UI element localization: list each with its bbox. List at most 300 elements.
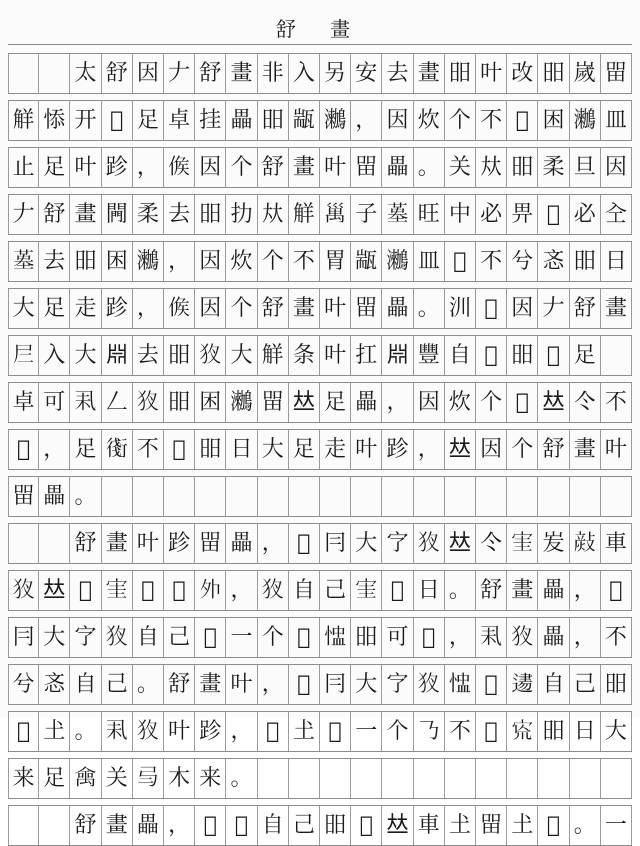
grid-cell: 𤝇 bbox=[258, 571, 289, 610]
grid-cell: 不 bbox=[133, 430, 164, 469]
grid-cell: 叶 bbox=[351, 430, 382, 469]
grid-cell: ， bbox=[164, 806, 195, 845]
grid-cell: 𡧩 bbox=[351, 571, 382, 610]
grid-cell bbox=[445, 759, 476, 798]
grid-row bbox=[8, 805, 632, 846]
grid-cell: 可 bbox=[382, 618, 413, 657]
grid-cell: 𠀤 bbox=[538, 383, 569, 422]
grid-cell: 舒 bbox=[570, 289, 601, 328]
grid-cell: 日 bbox=[601, 242, 632, 281]
grid-cell: 昍 bbox=[507, 336, 538, 375]
grid-cell: 𤝇 bbox=[133, 383, 164, 422]
grid-cell: 㼷 bbox=[351, 242, 382, 281]
grid-cell: 个 bbox=[476, 383, 507, 422]
grid-cell: 𠮝 bbox=[445, 242, 476, 281]
grid-cell: 𤝇 bbox=[414, 665, 445, 704]
grid-cell bbox=[164, 477, 195, 516]
grid-cell: ， bbox=[414, 430, 445, 469]
grid-cell: 因 bbox=[382, 101, 413, 140]
grid-cell: 舒 bbox=[164, 665, 195, 704]
grid-cell: 困 bbox=[538, 101, 569, 140]
grid-cell: 走 bbox=[70, 289, 101, 328]
grid-cell: 𢎥 bbox=[133, 759, 164, 798]
grid-cell bbox=[39, 806, 70, 845]
grid-cell: 日 bbox=[414, 571, 445, 610]
grid-cell: 舒 bbox=[258, 289, 289, 328]
grid-cell: 昍 bbox=[538, 712, 569, 751]
grid-cell: 个 bbox=[382, 712, 413, 751]
grid-cell: 舒 bbox=[258, 148, 289, 187]
grid-cell: 𡋡 bbox=[538, 195, 569, 234]
grid-cell: 𣶒 bbox=[382, 336, 413, 375]
grid-cell: ， bbox=[258, 665, 289, 704]
grid-cell: 𡉉 bbox=[195, 618, 226, 657]
grid-cell: 𠀤 bbox=[445, 524, 476, 563]
grid-cell: 畫 bbox=[102, 806, 133, 845]
grid-cell: 开 bbox=[70, 101, 101, 140]
grid-cell: 畾 bbox=[351, 383, 382, 422]
grid-row bbox=[8, 194, 632, 235]
grid-cell bbox=[382, 477, 413, 516]
grid-cell: 因 bbox=[195, 289, 226, 328]
grid-cell: 畾 bbox=[538, 618, 569, 657]
grid-cell: 可 bbox=[39, 383, 70, 422]
grid-cell: ， bbox=[382, 383, 413, 422]
grid-cell: 𡈽 bbox=[445, 806, 476, 845]
grid-cell bbox=[476, 759, 507, 798]
grid-cell: 𡎸 bbox=[382, 195, 413, 234]
grid-cell: 。 bbox=[70, 477, 101, 516]
grid-cell: 炊 bbox=[414, 101, 445, 140]
grid-cell: 畀 bbox=[507, 195, 538, 234]
grid-cell: 𠯸 bbox=[601, 571, 632, 610]
grid-cell: 𥡳 bbox=[414, 618, 445, 657]
grid-cell: 跈 bbox=[102, 289, 133, 328]
grid-cell bbox=[39, 524, 70, 563]
grid-cell: 大 bbox=[70, 336, 101, 375]
grid-cell: 走 bbox=[320, 430, 351, 469]
grid-cell: 𠮝 bbox=[476, 289, 507, 328]
grid-cell: 。 bbox=[414, 148, 445, 187]
grid-cell: 畫 bbox=[570, 430, 601, 469]
grid-cell: 大 bbox=[8, 289, 39, 328]
grid-cell: 己 bbox=[164, 618, 195, 657]
grid-cell: 畾 bbox=[382, 289, 413, 328]
grid-cell bbox=[601, 336, 632, 375]
grid-cell: 跈 bbox=[164, 524, 195, 563]
grid-cell bbox=[8, 806, 39, 845]
grid-cell: 足 bbox=[39, 148, 70, 187]
grid-cell: 𠃥 bbox=[476, 618, 507, 657]
grid-cell: 𢝈 bbox=[320, 618, 351, 657]
grid-cell: 自 bbox=[445, 336, 476, 375]
grid-cell: 𡈽 bbox=[289, 712, 320, 751]
grid-cell: 一 bbox=[226, 618, 257, 657]
grid-cell bbox=[320, 759, 351, 798]
grid-cell: 足 bbox=[39, 759, 70, 798]
grid-cell: 𢀳 bbox=[70, 571, 101, 610]
grid-cell bbox=[351, 477, 382, 516]
grid-row bbox=[8, 288, 632, 329]
grid-cell: 𪆵 bbox=[320, 101, 351, 140]
grid-cell: 𢾬 bbox=[570, 524, 601, 563]
grid-cell: 不 bbox=[601, 618, 632, 657]
grid-row bbox=[8, 711, 632, 752]
grid-row bbox=[8, 617, 632, 658]
grid-cell: 柔 bbox=[538, 148, 569, 187]
grid-cell: 畫 bbox=[507, 571, 538, 610]
grid-cell: 舒 bbox=[195, 54, 226, 93]
grid-cell: 昍 bbox=[164, 336, 195, 375]
grid-cell: 冃 bbox=[320, 524, 351, 563]
grid-cell: 闁 bbox=[102, 195, 133, 234]
grid-row bbox=[8, 758, 632, 799]
grid-cell: 个 bbox=[258, 242, 289, 281]
grid-cell: 去 bbox=[133, 336, 164, 375]
grid-cell: 一 bbox=[601, 806, 632, 845]
grid-cell: 㝋 bbox=[382, 665, 413, 704]
grid-cell: 𠀤 bbox=[289, 383, 320, 422]
grid-cell: 兮 bbox=[507, 242, 538, 281]
grid-cell bbox=[538, 759, 569, 798]
grid-cell: 𠂇 bbox=[538, 289, 569, 328]
grid-cell: 舒 bbox=[39, 195, 70, 234]
grid-cell: 𠃥 bbox=[70, 383, 101, 422]
grid-cell: 昍 bbox=[70, 242, 101, 281]
grid-cell: 𡰥 bbox=[8, 336, 39, 375]
grid-cell: 悿 bbox=[39, 101, 70, 140]
grid-cell: 叶 bbox=[476, 54, 507, 93]
grid-cell: 昍 bbox=[351, 618, 382, 657]
grid-cell: 因 bbox=[195, 242, 226, 281]
grid-cell: 。 bbox=[570, 806, 601, 845]
grid-cell: 跈 bbox=[382, 430, 413, 469]
grid-cell: 非 bbox=[258, 54, 289, 93]
grid-cell bbox=[289, 759, 320, 798]
grid-cell: 𡈽 bbox=[39, 712, 70, 751]
grid-cell: 兮 bbox=[8, 665, 39, 704]
grid-cell: 必 bbox=[476, 195, 507, 234]
grid-cell: 来 bbox=[8, 759, 39, 798]
grid-cell: 畾 bbox=[226, 101, 257, 140]
grid-cell: 㽞 bbox=[351, 148, 382, 187]
grid-cell: 𢀳 bbox=[476, 336, 507, 375]
grid-cell bbox=[8, 54, 39, 93]
grid-cell: 𠮝 bbox=[507, 383, 538, 422]
grid-cell: ， bbox=[226, 712, 257, 751]
grid-row bbox=[8, 523, 632, 564]
grid-row bbox=[8, 382, 632, 423]
grid-cell bbox=[382, 759, 413, 798]
grid-cell: 足 bbox=[570, 336, 601, 375]
grid-cell bbox=[414, 759, 445, 798]
grid-cell: 𠀤 bbox=[445, 430, 476, 469]
grid-cell: 己 bbox=[320, 571, 351, 610]
grid-cell: 𥡳 bbox=[476, 712, 507, 751]
grid-cell: ， bbox=[39, 430, 70, 469]
grid-cell: 改 bbox=[507, 54, 538, 93]
grid-cell: 一 bbox=[351, 712, 382, 751]
grid-cell: 日 bbox=[226, 430, 257, 469]
grid-cell: 叶 bbox=[320, 148, 351, 187]
grid-cell: 觧 bbox=[289, 195, 320, 234]
grid-cell: 㝋 bbox=[382, 524, 413, 563]
grid-cell: 足 bbox=[320, 383, 351, 422]
grid-cell: 𧗸 bbox=[102, 430, 133, 469]
grid-cell: 𥡳 bbox=[476, 665, 507, 704]
grid-cell: 𢀳 bbox=[8, 712, 39, 751]
grid-cell: 舒 bbox=[476, 571, 507, 610]
grid-cell bbox=[258, 759, 289, 798]
grid-cell: 畫 bbox=[226, 54, 257, 93]
grid-cell: 昍 bbox=[570, 242, 601, 281]
grid-cell: 𤝇 bbox=[195, 336, 226, 375]
grid-cell: ， bbox=[226, 571, 257, 610]
grid-cell: 㽞 bbox=[258, 383, 289, 422]
grid-row bbox=[8, 476, 632, 517]
grid-cell: 𡉉 bbox=[133, 571, 164, 610]
grid-cell: 昍 bbox=[601, 665, 632, 704]
grid-cell: 个 bbox=[445, 101, 476, 140]
grid-cell bbox=[258, 477, 289, 516]
grid-cell: 𤲿 bbox=[289, 618, 320, 657]
grid-cell bbox=[414, 477, 445, 516]
grid-cell: 叶 bbox=[226, 665, 257, 704]
grid-cell: 冃 bbox=[8, 618, 39, 657]
grid-cell: 𠀤 bbox=[39, 571, 70, 610]
grid-cell: 自 bbox=[258, 806, 289, 845]
grid-row bbox=[8, 335, 632, 376]
grid-cell: 扛 bbox=[351, 336, 382, 375]
grid-cell bbox=[226, 477, 257, 516]
grid-cell: 冃 bbox=[320, 665, 351, 704]
grid-cell: 因 bbox=[476, 430, 507, 469]
grid-cell: 大 bbox=[351, 665, 382, 704]
grid-cell: 𥜿 bbox=[320, 195, 351, 234]
grid-cell bbox=[570, 759, 601, 798]
grid-row bbox=[8, 570, 632, 611]
grid-cell: 因 bbox=[507, 289, 538, 328]
grid-cell: 𠀤 bbox=[382, 806, 413, 845]
grid-cell: 𪆵 bbox=[570, 101, 601, 140]
grid-cell: 㽞 bbox=[195, 524, 226, 563]
grid-cell: 困 bbox=[102, 242, 133, 281]
grid-cell: 必 bbox=[570, 195, 601, 234]
grid-cell: 𠃋 bbox=[102, 383, 133, 422]
grid-cell: 昍 bbox=[445, 54, 476, 93]
grid-cell: 𠃢 bbox=[164, 571, 195, 610]
grid-cell: 𡉉 bbox=[8, 430, 39, 469]
grid-cell: 叶 bbox=[133, 524, 164, 563]
grid-cell: 不 bbox=[601, 383, 632, 422]
grid-cell: 条 bbox=[289, 336, 320, 375]
grid-row bbox=[8, 241, 632, 282]
grid-cell: 自 bbox=[538, 665, 569, 704]
grid-cell: 个 bbox=[226, 289, 257, 328]
grid-cell bbox=[351, 759, 382, 798]
grid-cell: 去 bbox=[39, 242, 70, 281]
grid-cell: 昍 bbox=[320, 806, 351, 845]
grid-cell: 昍 bbox=[258, 101, 289, 140]
grid-cell: 𡎸 bbox=[8, 242, 39, 281]
grid-cell: 卓 bbox=[164, 101, 195, 140]
grid-cell bbox=[507, 477, 538, 516]
grid-cell: 𢀳 bbox=[258, 712, 289, 751]
grid-cell: 𠊱 bbox=[164, 148, 195, 187]
grid-cell bbox=[570, 477, 601, 516]
grid-cell: 己 bbox=[102, 665, 133, 704]
grid-cell: 畫 bbox=[70, 195, 101, 234]
grid-cell: 㽞 bbox=[351, 289, 382, 328]
grid-cell: 𡖄 bbox=[195, 571, 226, 610]
grid-cell: 𢝈 bbox=[445, 665, 476, 704]
grid-cell: 㼷 bbox=[289, 101, 320, 140]
grid-cell bbox=[601, 477, 632, 516]
grid-cell: 𤝇 bbox=[102, 618, 133, 657]
grid-cell: 叶 bbox=[70, 148, 101, 187]
grid-cell: 忞 bbox=[538, 242, 569, 281]
grid-cell: 畾 bbox=[39, 477, 70, 516]
grid-cell: 𠯸 bbox=[195, 806, 226, 845]
grid-cell: 舒 bbox=[70, 524, 101, 563]
grid-cell: 𪆵 bbox=[382, 242, 413, 281]
grid-row bbox=[8, 664, 632, 705]
grid-cell: ， bbox=[570, 571, 601, 610]
grid-cell: 个 bbox=[258, 618, 289, 657]
grid-cell: 豐 bbox=[414, 336, 445, 375]
grid-cell: 大 bbox=[39, 618, 70, 657]
grid-cell: 大 bbox=[601, 712, 632, 751]
grid-cell bbox=[507, 759, 538, 798]
grid-cell: 昍 bbox=[195, 195, 226, 234]
grid-cell: 入 bbox=[39, 336, 70, 375]
grid-cell: 扐 bbox=[226, 195, 257, 234]
grid-cell: ， bbox=[570, 618, 601, 657]
grid-cell: 困 bbox=[195, 383, 226, 422]
grid-row bbox=[8, 100, 632, 141]
grid-cell: 关 bbox=[102, 759, 133, 798]
grid-cell: 畫 bbox=[414, 54, 445, 93]
grid-cell bbox=[289, 477, 320, 516]
grid-cell: 自 bbox=[289, 571, 320, 610]
grid-cell: 叶 bbox=[320, 289, 351, 328]
grid-cell: 觧 bbox=[258, 336, 289, 375]
grid-cell bbox=[8, 524, 39, 563]
grid-cell: 仒 bbox=[570, 383, 601, 422]
grid-cell: 𠊱 bbox=[164, 289, 195, 328]
grid-cell: 。 bbox=[226, 759, 257, 798]
grid-cell: 子 bbox=[351, 195, 382, 234]
writing-grid bbox=[8, 53, 632, 846]
grid-cell: 𠂇 bbox=[8, 195, 39, 234]
grid-cell: 畫 bbox=[289, 148, 320, 187]
grid-row bbox=[8, 53, 632, 94]
grid-cell: 𨕨 bbox=[507, 665, 538, 704]
grid-cell: 不 bbox=[289, 242, 320, 281]
grid-cell: ， bbox=[133, 148, 164, 187]
grid-cell: 因 bbox=[414, 383, 445, 422]
grid-cell: 㒰 bbox=[601, 195, 632, 234]
grid-cell bbox=[538, 477, 569, 516]
grid-cell: 。 bbox=[70, 712, 101, 751]
grid-cell: 卓 bbox=[8, 383, 39, 422]
grid-cell: 𠕎 bbox=[507, 101, 538, 140]
grid-cell: 另 bbox=[320, 54, 351, 93]
grid-cell: 大 bbox=[226, 336, 257, 375]
grid-cell bbox=[601, 759, 632, 798]
grid-cell bbox=[133, 477, 164, 516]
grid-cell: 仒 bbox=[476, 524, 507, 563]
grid-cell: 跈 bbox=[102, 148, 133, 187]
grid-cell: 畫 bbox=[289, 289, 320, 328]
grid-cell: 𡧬 bbox=[507, 712, 538, 751]
grid-cell: 𢀳 bbox=[538, 806, 569, 845]
grid-row bbox=[8, 429, 632, 470]
grid-cell: 𡧩 bbox=[102, 571, 133, 610]
grid-cell: 𥡳 bbox=[226, 806, 257, 845]
grid-cell: 来 bbox=[195, 759, 226, 798]
grid-cell bbox=[445, 477, 476, 516]
grid-cell: 畾 bbox=[382, 148, 413, 187]
grid-cell bbox=[476, 477, 507, 516]
grid-cell: 畾 bbox=[133, 806, 164, 845]
grid-cell: 足 bbox=[133, 101, 164, 140]
grid-cell: 炊 bbox=[226, 242, 257, 281]
grid-cell: 。 bbox=[414, 289, 445, 328]
grid-cell: 畾 bbox=[226, 524, 257, 563]
grid-cell: 𡈽 bbox=[507, 806, 538, 845]
grid-cell bbox=[195, 477, 226, 516]
grid-cell: 𪆵 bbox=[133, 242, 164, 281]
grid-cell: 舒 bbox=[538, 430, 569, 469]
grid-cell: 𡵢 bbox=[538, 524, 569, 563]
grid-cell: 忞 bbox=[39, 665, 70, 704]
grid-cell: 舒 bbox=[102, 54, 133, 93]
grid-cell: 𠄎 bbox=[414, 712, 445, 751]
grid-cell: 不 bbox=[445, 712, 476, 751]
grid-cell: 。 bbox=[133, 665, 164, 704]
grid-cell: 旦 bbox=[570, 148, 601, 187]
grid-cell: 皿 bbox=[414, 242, 445, 281]
grid-cell: 个 bbox=[226, 148, 257, 187]
grid-cell: 𠯸 bbox=[289, 665, 320, 704]
grid-cell: 因 bbox=[601, 148, 632, 187]
grid-cell: 旺 bbox=[414, 195, 445, 234]
grid-cell: 足 bbox=[289, 430, 320, 469]
grid-cell: 己 bbox=[289, 806, 320, 845]
grid-cell: 車 bbox=[414, 806, 445, 845]
grid-cell: 自 bbox=[70, 665, 101, 704]
grid-cell: 𢀳 bbox=[382, 571, 413, 610]
grid-cell: 𪆵 bbox=[226, 383, 257, 422]
grid-cell: ， bbox=[445, 618, 476, 657]
grid-row bbox=[8, 147, 632, 188]
grid-cell: 关 bbox=[445, 148, 476, 187]
grid-cell bbox=[39, 54, 70, 93]
grid-cell: 挂 bbox=[195, 101, 226, 140]
grid-cell: 畾 bbox=[538, 571, 569, 610]
grid-cell: 入 bbox=[289, 54, 320, 93]
grid-cell: 𠮝 bbox=[320, 712, 351, 751]
grid-cell: 大 bbox=[258, 430, 289, 469]
grid-cell: 𠎘 bbox=[70, 759, 101, 798]
grid-cell: 因 bbox=[195, 148, 226, 187]
grid-cell: 𤝇 bbox=[8, 571, 39, 610]
grid-cell: 不 bbox=[476, 101, 507, 140]
grid-cell: 叶 bbox=[601, 430, 632, 469]
grid-cell: 己 bbox=[570, 665, 601, 704]
grid-cell: 不 bbox=[476, 242, 507, 281]
